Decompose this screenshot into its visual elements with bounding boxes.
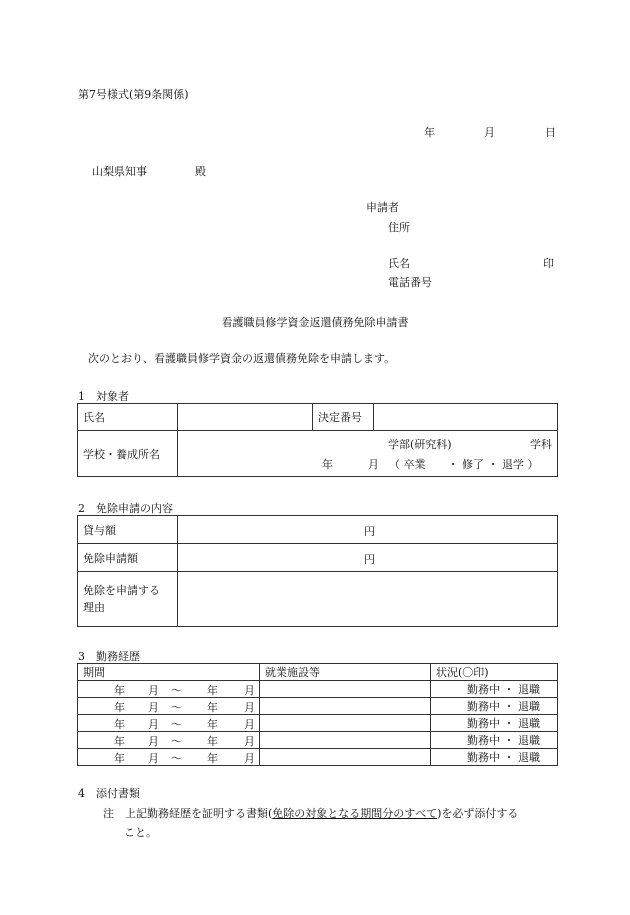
history-end-year: 年 [207, 735, 218, 748]
history-period-cell[interactable] [78, 698, 260, 715]
history-facility-cell[interactable] [260, 732, 431, 749]
history-period-cell[interactable] [78, 681, 260, 698]
name-input-cell[interactable] [178, 404, 313, 431]
date-month-label: 月 [484, 126, 495, 139]
graduation-year-label: 年 [322, 458, 333, 471]
history-facility-cell[interactable] [260, 698, 431, 715]
history-row [78, 715, 558, 732]
history-facility-cell[interactable] [260, 749, 431, 766]
document-title: 看護職員修学資金返還債務免除申請書 [221, 316, 409, 329]
intro-text: 次のとおり、看護職員修学資金の返還債務免除を申請します。 [88, 352, 396, 365]
loan-amount-input-cell[interactable] [178, 516, 558, 544]
history-tilde: ～ [171, 752, 182, 765]
applicant-name-label: 氏名 [388, 257, 410, 270]
exemption-amount-input-cell[interactable] [178, 544, 558, 572]
history-start-year: 年 [114, 684, 125, 697]
history-status-cell[interactable]: 勤務中 ・ 退職 [431, 715, 558, 732]
history-status-cell[interactable]: 勤務中 ・ 退職 [431, 749, 558, 766]
form-number: 第7号様式(第9条関係) [78, 88, 189, 101]
status-header: 状況(〇印) [431, 664, 558, 681]
addressee-honorific: 殿 [195, 165, 206, 178]
history-start-month: 月 [148, 718, 159, 731]
applicant-label: 申請者 [366, 201, 399, 214]
section1-heading: 1 対象者 [78, 390, 129, 403]
history-end-year: 年 [207, 718, 218, 731]
history-start-month: 月 [148, 684, 159, 697]
loan-amount-label-cell: 貸与額 [78, 516, 178, 544]
history-start-year: 年 [114, 701, 125, 714]
loan-amount-unit: 円 [364, 525, 375, 538]
applicant-phone-label: 電話番号 [388, 276, 432, 289]
history-start-month: 月 [148, 701, 159, 714]
facility-header: 就業施設等 [260, 664, 431, 681]
history-tilde: ～ [171, 735, 182, 748]
history-status-cell[interactable]: 勤務中 ・ 退職 [431, 681, 558, 698]
history-end-month: 月 [244, 735, 255, 748]
period-header: 期間 [78, 664, 260, 681]
date-day-label: 日 [545, 126, 556, 139]
exemption-amount-unit: 円 [364, 553, 375, 566]
history-start-year: 年 [114, 735, 125, 748]
history-tilde: ～ [171, 718, 182, 731]
reason-label-line1: 免除を申請する [83, 584, 160, 597]
history-end-year: 年 [207, 684, 218, 697]
reason-label-line2: 理由 [83, 601, 105, 614]
attachment-note-line2: こと。 [124, 826, 157, 839]
history-row [78, 698, 558, 715]
reason-input-cell[interactable] [178, 572, 558, 627]
history-status-cell[interactable]: 勤務中 ・ 退職 [431, 732, 558, 749]
history-end-year: 年 [207, 752, 218, 765]
applicant-address-label: 住所 [388, 221, 410, 234]
note-suffix: )を必ず添付する [437, 807, 519, 820]
date-year-label: 年 [424, 126, 435, 139]
exemption-table [77, 515, 558, 627]
history-tilde: ～ [171, 684, 182, 697]
department-label: 学科 [530, 438, 552, 451]
history-start-month: 月 [148, 735, 159, 748]
school-label-cell: 学校・養成所名 [78, 431, 178, 477]
reason-label-cell [78, 572, 178, 627]
history-end-month: 月 [244, 701, 255, 714]
history-start-year: 年 [114, 752, 125, 765]
graduation-month-label: 月 [368, 458, 379, 471]
history-start-year: 年 [114, 718, 125, 731]
note-underlined-text: 免除の対象となる期間分のすべて [272, 807, 438, 820]
decision-number-label-cell: 決定番号 [313, 404, 374, 431]
history-row [78, 681, 558, 698]
note-prefix: 注 上記勤務経歴を証明する書類( [103, 807, 273, 820]
work-history-table [77, 663, 558, 766]
history-start-month: 月 [148, 752, 159, 765]
history-period-cell[interactable] [78, 715, 260, 732]
history-end-month: 月 [244, 718, 255, 731]
faculty-label: 学部(研究科) [388, 438, 452, 451]
history-period-cell[interactable] [78, 732, 260, 749]
history-tilde: ～ [171, 701, 182, 714]
history-row [78, 732, 558, 749]
section3-heading: 3 勤務経歴 [78, 650, 140, 663]
seal-mark: 印 [543, 257, 554, 270]
attachment-note-line1 [103, 805, 518, 821]
history-end-month: 月 [244, 752, 255, 765]
name-label-cell: 氏名 [78, 404, 178, 431]
history-end-month: 月 [244, 684, 255, 697]
addressee-name: 山梨県知事 [92, 165, 147, 178]
history-facility-cell[interactable] [260, 681, 431, 698]
section2-heading: 2 免除申請の内容 [78, 502, 173, 515]
history-facility-cell[interactable] [260, 715, 431, 732]
graduation-status-options[interactable]: （ 卒業 ・ 修了 ・ 退学 ） [389, 458, 539, 471]
history-row [78, 749, 558, 766]
history-end-year: 年 [207, 701, 218, 714]
history-status-cell[interactable]: 勤務中 ・ 退職 [431, 698, 558, 715]
exemption-amount-label-cell: 免除申請額 [78, 544, 178, 572]
section4-heading: 4 添付書類 [78, 787, 140, 800]
target-person-table [77, 403, 558, 477]
decision-number-input-cell[interactable] [374, 404, 558, 431]
school-input-cell[interactable] [178, 431, 558, 477]
history-period-cell[interactable] [78, 749, 260, 766]
